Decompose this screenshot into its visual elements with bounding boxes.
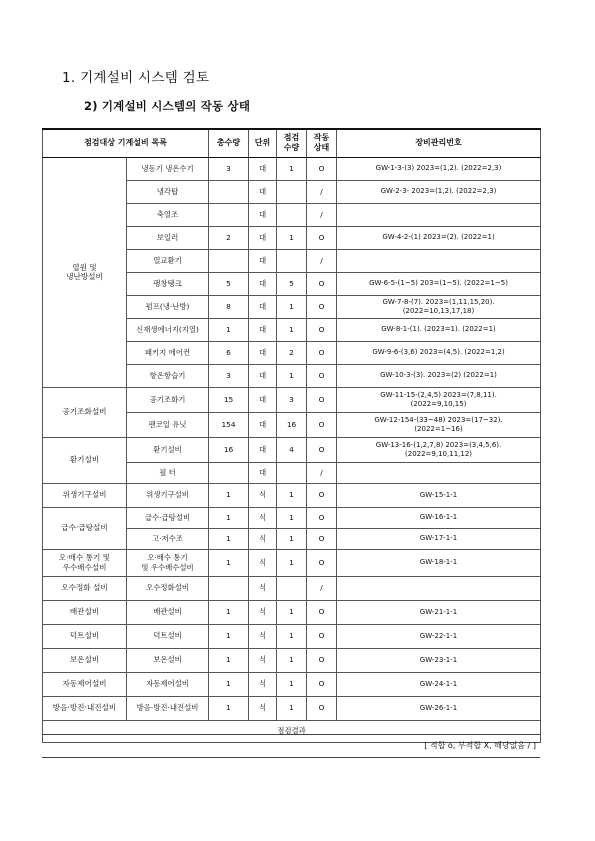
group-name: 방음·방진·내진설비 [43, 696, 127, 720]
total-qty: 1 [209, 528, 249, 549]
item-name: 팽창탱크 [127, 272, 209, 295]
table-row [43, 600, 541, 624]
table-row [43, 437, 541, 462]
item-name: 냉동기 냉온수기 [127, 157, 209, 180]
equipment-code: GW-22-1-1 [337, 624, 541, 648]
equipment-code [337, 249, 541, 272]
equipment-code: GW-23-1-1 [337, 648, 541, 672]
table-row [43, 696, 541, 720]
equipment-code: GW-1-3-(3) 2023=(1,2). (2022=2,3) [337, 157, 541, 180]
equipment-code: GW-9-6-(3,6) 2023=(4,5). (2022=1,2) [337, 341, 541, 364]
header-qty: 총수량 [209, 129, 249, 157]
table-row [43, 672, 541, 696]
status-mark: O [307, 600, 337, 624]
unit: 식 [249, 648, 277, 672]
checked-qty: 1 [277, 318, 307, 341]
status-mark: / [307, 180, 337, 203]
equipment-code [337, 462, 541, 483]
total-qty [209, 180, 249, 203]
result-label: 점검결과 [43, 720, 541, 742]
checked-qty [277, 576, 307, 600]
group-name: 환기설비 [43, 437, 127, 483]
status-mark: O [307, 272, 337, 295]
unit: 대 [249, 295, 277, 318]
checked-qty: 3 [277, 387, 307, 412]
checked-qty [277, 180, 307, 203]
legend-text: [ 적합 o, 부적합 X, 해당없음 / ] [424, 741, 536, 750]
total-qty: 1 [209, 696, 249, 720]
checked-qty: 1 [277, 549, 307, 576]
unit: 대 [249, 364, 277, 387]
item-name: 공기조화기 [127, 387, 209, 412]
status-mark: O [307, 295, 337, 318]
equipment-code: GW-10-3-(3). 2023=(2) (2022=1) [337, 364, 541, 387]
legend-bar [42, 734, 540, 758]
unit: 대 [249, 462, 277, 483]
item-name: 오수정화설비 [127, 576, 209, 600]
unit: 대 [249, 318, 277, 341]
equipment-code: GW-4-2-(1) 2023=(2). (2022=1) [337, 226, 541, 249]
checked-qty [277, 249, 307, 272]
checked-qty: 1 [277, 696, 307, 720]
unit: 대 [249, 412, 277, 437]
group-name: 위생기구설비 [43, 483, 127, 507]
equipment-code [337, 576, 541, 600]
table-row [43, 483, 541, 507]
unit: 식 [249, 549, 277, 576]
total-qty: 1 [209, 648, 249, 672]
section-heading: 1. 기계설비 시스템 검토 [62, 70, 210, 86]
equipment-code: GW-21-1-1 [337, 600, 541, 624]
checked-qty [277, 462, 307, 483]
item-name: 고·저수조 [127, 528, 209, 549]
table-row [43, 549, 541, 576]
header-status: 작동 상태 [307, 129, 337, 157]
table-row [43, 576, 541, 600]
item-name: 펌프(냉·난방) [127, 295, 209, 318]
checked-qty: 1 [277, 507, 307, 528]
equipment-status-table [42, 128, 541, 743]
unit: 식 [249, 528, 277, 549]
unit: 대 [249, 249, 277, 272]
header-checked: 점검 수량 [277, 129, 307, 157]
item-name: 급수·급탕설비 [127, 507, 209, 528]
total-qty [209, 576, 249, 600]
group-name: 오수정화 설비 [43, 576, 127, 600]
unit: 식 [249, 600, 277, 624]
status-mark: / [307, 203, 337, 226]
status-mark: O [307, 549, 337, 576]
item-name: 방음·방진·내진설비 [127, 696, 209, 720]
equipment-code: GW-8-1-(1). (2023=1). (2022=1) [337, 318, 541, 341]
checked-qty: 1 [277, 624, 307, 648]
status-mark: O [307, 672, 337, 696]
status-mark: O [307, 648, 337, 672]
unit: 대 [249, 180, 277, 203]
group-name: 자동제어설비 [43, 672, 127, 696]
total-qty: 1 [209, 549, 249, 576]
checked-qty: 4 [277, 437, 307, 462]
unit: 식 [249, 696, 277, 720]
unit: 식 [249, 624, 277, 648]
total-qty: 2 [209, 226, 249, 249]
status-mark: O [307, 696, 337, 720]
checked-qty: 1 [277, 364, 307, 387]
total-qty: 15 [209, 387, 249, 412]
unit: 대 [249, 203, 277, 226]
checked-qty: 16 [277, 412, 307, 437]
total-qty: 1 [209, 600, 249, 624]
equipment-code: GW-13-16-(1,2,7,8) 2023=(3,4,5,6). (2022=9,10,11,12) [337, 437, 541, 462]
table-row [43, 648, 541, 672]
group-name: 배관설비 [43, 600, 127, 624]
unit: 대 [249, 387, 277, 412]
total-qty: 3 [209, 364, 249, 387]
status-mark: O [307, 226, 337, 249]
table-row [43, 624, 541, 648]
checked-qty: 1 [277, 295, 307, 318]
equipment-code: GW-16-1-1 [337, 507, 541, 528]
header-unit: 단위 [249, 129, 277, 157]
total-qty: 1 [209, 318, 249, 341]
equipment-code: GW-7-8-(7). 2023=(1,11,15,20). (2022=10,13,17,18) [337, 295, 541, 318]
total-qty: 1 [209, 624, 249, 648]
item-name: 축열조 [127, 203, 209, 226]
checked-qty: 1 [277, 528, 307, 549]
table-row [43, 507, 541, 528]
total-qty [209, 203, 249, 226]
status-mark: O [307, 412, 337, 437]
unit: 대 [249, 272, 277, 295]
item-name: 환기설비 [127, 437, 209, 462]
unit: 대 [249, 341, 277, 364]
item-name: 배관설비 [127, 600, 209, 624]
status-mark: O [307, 507, 337, 528]
status-mark: O [307, 318, 337, 341]
table-row [43, 157, 541, 180]
checked-qty: 1 [277, 648, 307, 672]
group-name: 급수·급탕설비 [43, 507, 127, 549]
total-qty [209, 462, 249, 483]
item-name: 덕트설비 [127, 624, 209, 648]
equipment-code: GW-12-154-(33~48) 2023=(17~32). (2022=1~16) [337, 412, 541, 437]
unit: 대 [249, 157, 277, 180]
checked-qty: 2 [277, 341, 307, 364]
total-qty: 154 [209, 412, 249, 437]
item-name: 열교환기 [127, 249, 209, 272]
equipment-code: GW-18-1-1 [337, 549, 541, 576]
unit: 대 [249, 226, 277, 249]
item-name: 보일러 [127, 226, 209, 249]
item-name: 자동제어설비 [127, 672, 209, 696]
table-row [43, 387, 541, 412]
unit: 식 [249, 507, 277, 528]
status-mark: O [307, 528, 337, 549]
unit: 대 [249, 437, 277, 462]
item-name: 오·배수 통기 및 우수배수설비 [127, 549, 209, 576]
unit: 식 [249, 483, 277, 507]
total-qty: 1 [209, 483, 249, 507]
status-mark: O [307, 624, 337, 648]
group-name: 보온설비 [43, 648, 127, 672]
status-mark: O [307, 341, 337, 364]
equipment-code: GW-2-3- 2023=(1,2). (2022=2,3) [337, 180, 541, 203]
total-qty [209, 249, 249, 272]
checked-qty: 1 [277, 226, 307, 249]
total-qty: 5 [209, 272, 249, 295]
equipment-code [337, 203, 541, 226]
item-name: 신재생에너지(지열) [127, 318, 209, 341]
subsection-heading: 2) 기계설비 시스템의 작동 상태 [84, 99, 251, 113]
checked-qty: 5 [277, 272, 307, 295]
status-mark: / [307, 576, 337, 600]
item-name: 위생기구설비 [127, 483, 209, 507]
group-name: 오·배수 통기 및 우수배수설비 [43, 549, 127, 576]
equipment-code: GW-26-1-1 [337, 696, 541, 720]
header-target: 점검대상 기계설비 목록 [43, 129, 209, 157]
item-name: 보온설비 [127, 648, 209, 672]
equipment-code: GW-17-1-1 [337, 528, 541, 549]
status-mark: O [307, 387, 337, 412]
total-qty: 1 [209, 672, 249, 696]
total-qty: 8 [209, 295, 249, 318]
item-name: 팬코일 유닛 [127, 412, 209, 437]
group-name: 덕트설비 [43, 624, 127, 648]
item-name: 필 터 [127, 462, 209, 483]
unit: 식 [249, 672, 277, 696]
checked-qty: 1 [277, 157, 307, 180]
table-body [43, 157, 541, 742]
equipment-code: GW-24-1-1 [337, 672, 541, 696]
header-code: 장비관리번호 [337, 129, 541, 157]
status-mark: O [307, 483, 337, 507]
total-qty: 3 [209, 157, 249, 180]
status-mark: O [307, 437, 337, 462]
group-name: 공기조화설비 [43, 387, 127, 437]
status-mark: / [307, 462, 337, 483]
item-name: 패키지 에어컨 [127, 341, 209, 364]
item-name: 냉각탑 [127, 180, 209, 203]
checked-qty: 1 [277, 483, 307, 507]
equipment-code: GW-11-15-(2,4,5) 2023=(7,8,11). (2022=9,10,15) [337, 387, 541, 412]
group-name: 열원 및 냉난방설비 [43, 157, 127, 387]
equipment-code: GW-6-5-(1~5) 203=(1~5). (2022=1~5) [337, 272, 541, 295]
equipment-code: GW-15-1-1 [337, 483, 541, 507]
total-qty: 1 [209, 507, 249, 528]
item-name: 항온항습기 [127, 364, 209, 387]
unit: 식 [249, 576, 277, 600]
checked-qty [277, 203, 307, 226]
status-mark: / [307, 249, 337, 272]
total-qty: 16 [209, 437, 249, 462]
checked-qty: 1 [277, 672, 307, 696]
checked-qty: 1 [277, 600, 307, 624]
total-qty: 6 [209, 341, 249, 364]
status-mark: O [307, 364, 337, 387]
status-mark: O [307, 157, 337, 180]
